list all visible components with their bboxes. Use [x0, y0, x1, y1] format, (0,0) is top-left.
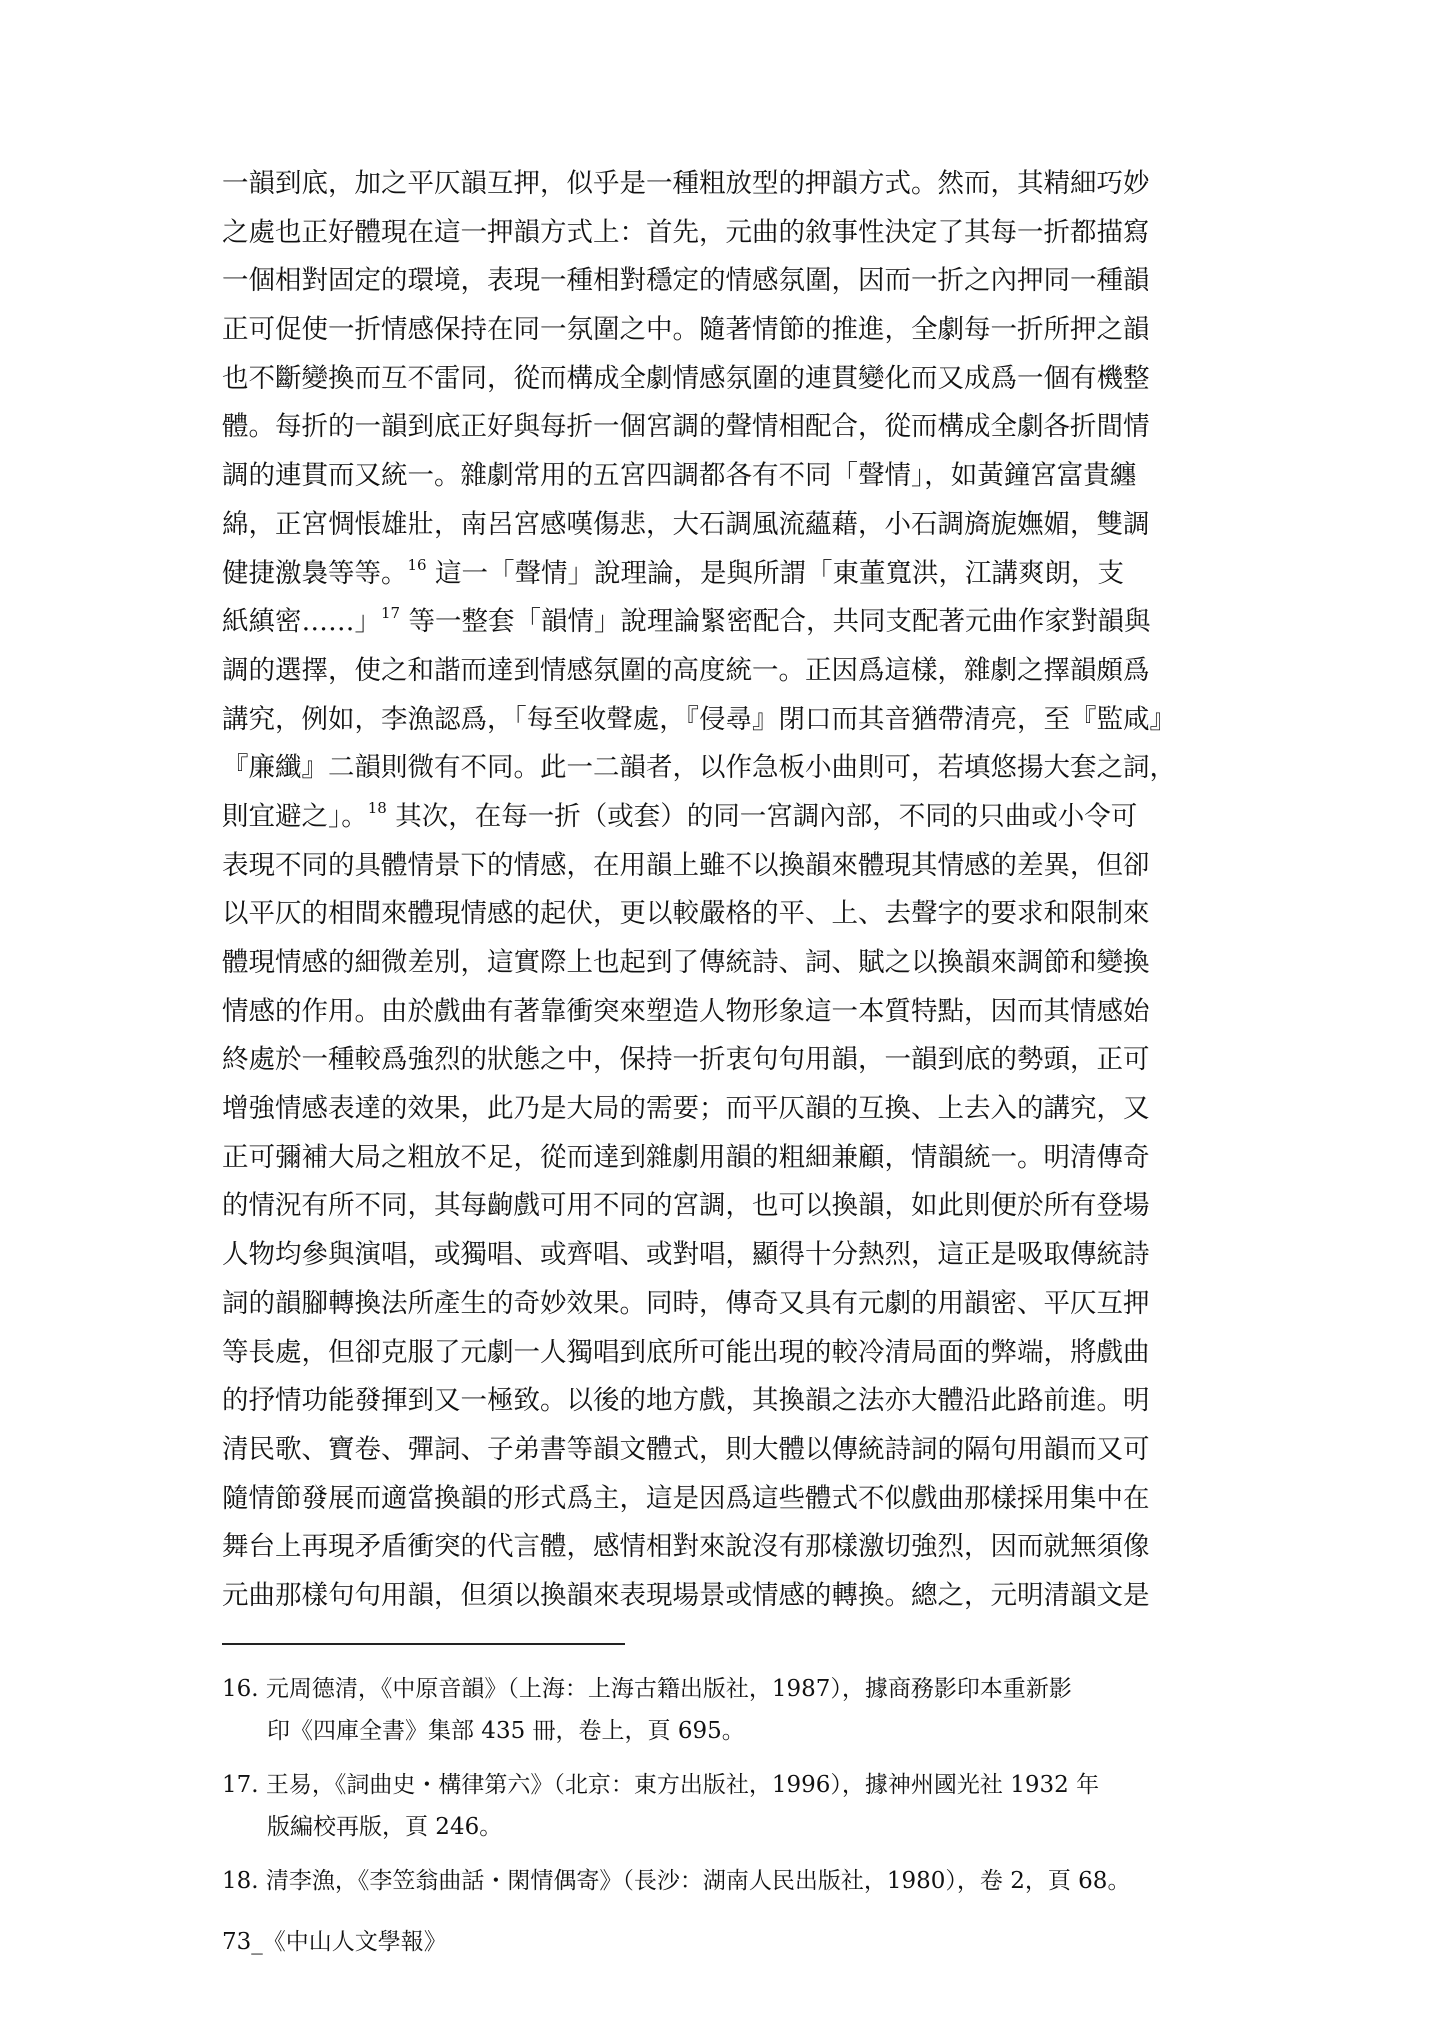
footnote-ref-16[interactable]: 16 [407, 555, 427, 574]
text-line [222, 793, 1207, 842]
text-line: 增強情感表達的效果，此乃是大局的需要；而平仄韻的互換、上去入的講究，又 [222, 1093, 1150, 1125]
text-line: 之處也正好體現在這一押韻方式上：首先，元曲的敘事性決定了其每一折都描寫 [222, 216, 1150, 248]
text-line: 講究，例如，李漁認爲，「每至收聲處，『侵尋』閉口而其音猶帶清亮，至『監咸』 [222, 703, 1176, 735]
text-segment: 等一整套「韻情」說理論緊密配合，共同支配著元曲作家對韻與 [408, 606, 1151, 638]
text-line: 體現情感的細微差別，這實際上也起到了傳統詩、詞、賦之以換韻來調節和變換 [222, 947, 1150, 978]
text-line: 以平仄的相間來體現情感的起伏，更以較嚴格的平、上、去聲字的要求和限制來 [222, 898, 1150, 930]
text-line: 等長處，但卻克服了元劇一人獨唱到底所可能出現的較冷清局面的弊端，將戲曲 [222, 1336, 1150, 1368]
text-line [222, 550, 1207, 599]
footnote-16-continued: 印《四庫全書》集部 435 冊，卷上，頁 695。 [267, 1718, 745, 1744]
text-line: 體。每折的一韻到底正好與每折一個宮調的聲情相配合，從而構成全劇各折間情 [222, 411, 1150, 443]
text-line: 隨情節發展而適當換韻的形式爲主，這是因爲這些體式不似戲曲那樣採用集中在 [222, 1482, 1150, 1514]
page-folio: 73_《中山人文學報》 [222, 1929, 447, 1955]
text-line: 調的連貫而又統一。雜劇常用的五宮四調都各有不同「聲情」，如黃鐘宮富貴纏 [222, 460, 1137, 492]
footnote-ref-17[interactable]: 17 [381, 604, 401, 623]
footnotes [222, 1668, 1207, 1902]
text-segment: 這一「聲情」說理論，是與所謂「東董寬洪，江講爽朗，支 [435, 557, 1125, 589]
text-line: 調的選擇，使之和諧而達到情感氛圍的高度統一。正因爲這樣，雜劇之擇韻頗爲 [222, 654, 1150, 686]
text-line: 詞的韻腳轉換法所產生的奇妙效果。同時，傳奇又具有元劇的用韻密、平仄互押 [222, 1287, 1150, 1319]
text-line: 正可促使一折情感保持在同一氛圍之中。隨著情節的推進，全劇每一折所押之韻 [222, 314, 1150, 346]
text-line: 正可彌補大局之粗放不足，從而達到雜劇用韻的粗細兼顧，情韻統一。明清傳奇 [222, 1141, 1150, 1173]
text-segment: 其次，在每一折（或套）的同一宮調內部，不同的只曲或小令可 [395, 800, 1138, 832]
text-line: 一韻到底，加之平仄韻互押，似乎是一種粗放型的押韻方式。然而，其精細巧妙 [222, 168, 1150, 199]
text-segment: 則宜避之」。 [222, 800, 368, 832]
footnote-17-continued: 版編校再版，頁 246。 [267, 1814, 503, 1840]
footnote-ref-18[interactable]: 18 [367, 798, 387, 817]
footnote-18: 18. 清李漁，《李笠翁曲話・閑情偶寄》（長沙：湖南人民出版社，1980），卷 2，頁 68。 [222, 1868, 1131, 1894]
text-line: 情感的作用。由於戲曲有著靠衝突來塑造人物形象這一本質特點，因而其情感始 [222, 995, 1150, 1027]
text-line: 元曲那樣句句用韻，但須以換韻來表現場景或情感的轉換。總之，元明清韻文是 [222, 1579, 1150, 1611]
body-text [222, 160, 1207, 1621]
text-segment: 紙縝密……」 [222, 606, 381, 638]
footnote-17: 17. 王易，《詞曲史・構律第六》（北京：東方出版社，1996），據神州國光社 1932 年 [222, 1772, 1100, 1798]
text-line: 人物均參與演唱，或獨唱、或齊唱、或對唱，顯得十分熱烈，這正是吸取傳統詩 [222, 1239, 1150, 1271]
text-line: 清民歌、寶卷、彈詞、子弟書等韻文體式，則大體以傳統詩詞的隔句用韻而又可 [222, 1433, 1150, 1465]
text-segment: 健捷激裊等等。 [222, 557, 408, 589]
text-line: 的情況有所不同，其每齣戲可用不同的宮調，也可以換韻，如此則便於所有登場 [222, 1190, 1150, 1222]
footnote-divider [222, 1643, 625, 1645]
text-line: 也不斷變換而互不雷同，從而構成全劇情感氛圍的連貫變化而又成爲一個有機整 [222, 362, 1150, 394]
text-line: 表現不同的具體情景下的情感，在用韻上雖不以換韻來體現其情感的差異，但卻 [222, 849, 1150, 881]
text-line: 綿，正宮惆悵雄壯，南呂宮感嘆傷悲，大石調風流蘊藉，小石調旖旎嫵媚，雙調 [222, 508, 1150, 540]
text-line [222, 598, 1207, 647]
footnote-16: 16. 元周德清，《中原音韻》（上海：上海古籍出版社，1987），據商務影印本重新影 [222, 1676, 1072, 1702]
text-line: 舞台上再現矛盾衝突的代言體，感情相對來說沒有那樣激切強烈，因而就無須像 [222, 1531, 1150, 1563]
text-line: 『廉纖』二韻則微有不同。此一二韻者，以作急板小曲則可，若填悠揚大套之詞， [222, 752, 1176, 784]
text-line: 的抒情功能發揮到又一極致。以後的地方戲，其換韻之法亦大體沿此路前進。明 [222, 1385, 1150, 1417]
text-line: 終處於一種較爲強烈的狀態之中，保持一折衷句句用韻，一韻到底的勢頭，正可 [222, 1044, 1150, 1076]
text-line: 一個相對固定的環境，表現一種相對穩定的情感氛圍，因而一折之內押同一種韻 [222, 265, 1150, 297]
